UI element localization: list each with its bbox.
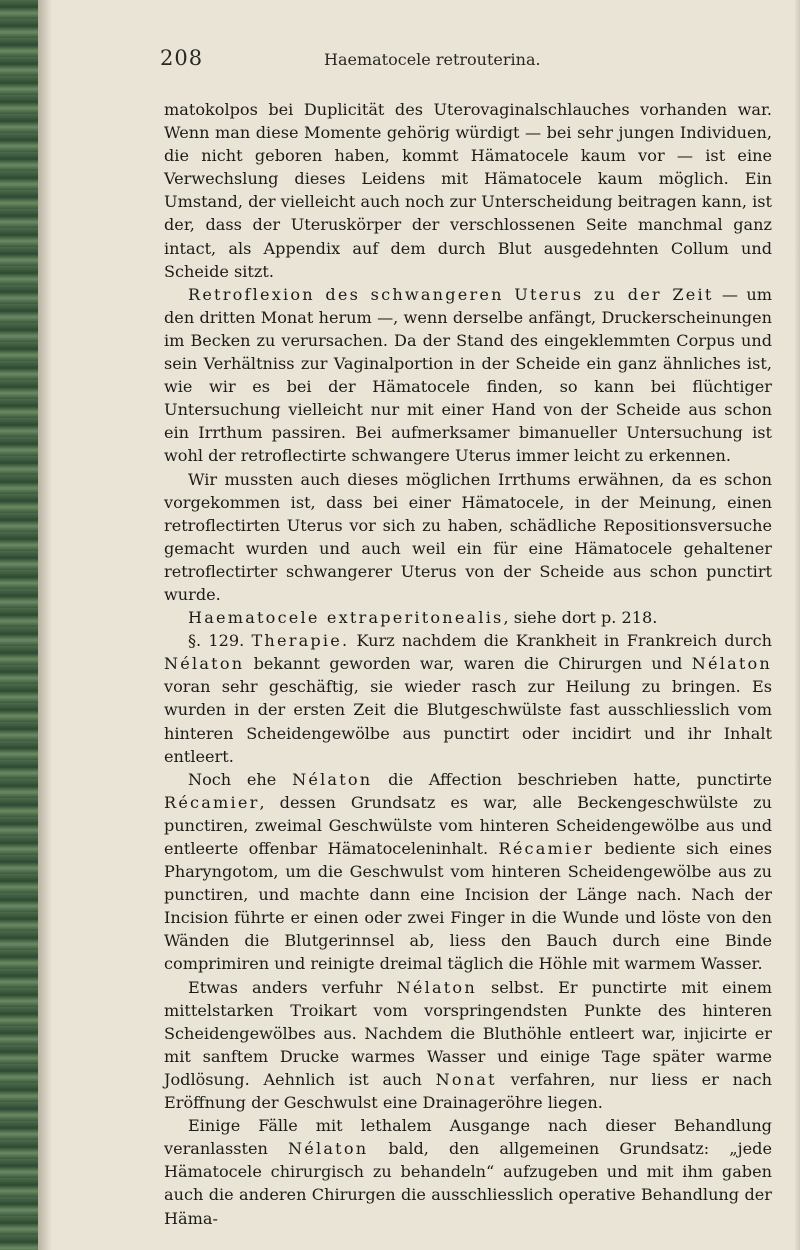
- text-run: , siehe dort p. 218.: [503, 608, 658, 628]
- spaced-emphasis: Récamier: [498, 839, 594, 858]
- text-run: Wir mussten auch dieses möglichen Irrthums erwähnen, da es schon vorgekommen ist, dass bei einer Hämatocele, in der Meinung, einen retroflectirten Uterus vor sich zu haben, schädliche Repositionsversuche gemacht wurden und auch weil ein für eine Hämatocele gehaltener retroflectirter schwangerer Uterus von der Scheide aus schon punctirt wurde.: [164, 469, 772, 604]
- page-edge-shadow: [794, 0, 800, 1250]
- spaced-emphasis: Therapie.: [251, 631, 350, 651]
- paragraph: [164, 283, 772, 468]
- spaced-emphasis: Nélaton: [396, 977, 477, 997]
- running-head: Haematocele retrouterina.: [324, 50, 541, 69]
- page-header: [100, 42, 790, 78]
- book-binding-edge: [0, 0, 40, 1250]
- paragraph: [164, 976, 772, 1115]
- spaced-emphasis: Haematocele extraperitonealis: [188, 608, 504, 628]
- text-run: verfahren, nur liess er nach Eröffnung der Geschwulst eine Drainageröhre liegen.: [164, 1069, 772, 1113]
- paragraph: [164, 629, 772, 768]
- spaced-emphasis: Nélaton: [164, 654, 245, 674]
- gutter-shadow: [38, 0, 52, 1250]
- paragraph: [164, 768, 772, 976]
- text-run: die Affection beschrieben hatte, punctirte: [372, 769, 772, 789]
- body-text: [164, 98, 772, 1230]
- text-run: matokolpos bei Duplicität des Uterovaginalschlauches vorhanden war. Wenn man diese Momente gehörig würdigt — bei sehr jungen Individuen, die nicht geboren haben, kommt Hämatocele kaum vor — ist eine Verwechslung dieses Leidens mit Hämatocele kaum möglich. Ein Umstand, der vielleicht auch noch zur Unterscheidung beitragen kann, ist der, dass der Uteruskörper der verschlossenen Seite manchmal ganz intact, als Appendix auf dem durch Blut ausgedehnten Collum und Scheide sitzt.: [164, 100, 772, 281]
- spaced-emphasis: Récamier: [164, 792, 260, 812]
- text-run: bald, den allgemeinen Grundsatz: „jede Hämatocele chirurgisch zu behandeln“ aufzugeben und mit ihm gaben auch die anderen Chirurgen die ausschliesslich operative Behandlung der Häma-: [164, 1139, 772, 1228]
- spaced-emphasis: Nélaton: [288, 1139, 369, 1159]
- spaced-emphasis: Retroflexion des schwangeren Uterus zu der Zeit: [188, 284, 714, 304]
- paragraph: [164, 468, 772, 607]
- text-run: §. 129.: [188, 631, 252, 651]
- spaced-emphasis: Nélaton: [292, 769, 373, 789]
- text-run: , dessen Grundsatz es war, alle Beckengeschwülste zu punctiren, zweimal Geschwülste vom hinteren Scheidengewölbe aus und entleerte offenbar Hämatoceleninhalt.: [164, 792, 772, 858]
- text-run: bediente sich eines Pharyngotom, um die Geschwulst vom hinteren Scheidengewölbe aus zu punctiren, und machte dann eine Incision der Länge nach. Nach der Incision führte er einen oder zwei Finger in die Wunde und löste von den Wänden die Blutgerinnsel ab, liess den Bauch durch eine Binde comprimiren und reinigte dreimal täglich die Höhle mit warmem Wasser.: [164, 839, 773, 974]
- text-run: Etwas anders verfuhr: [188, 977, 397, 997]
- paragraph: [164, 1114, 772, 1229]
- spaced-emphasis: Nélaton: [691, 654, 772, 674]
- text-run: — um den dritten Monat herum —, wenn derselbe anfängt, Druckerscheinungen im Becken zu verursachen. Da der Stand des eingeklemmten Corpus und sein Verhältniss zur Vaginalportion in der Scheide ein ganz ähnliches ist, wie wir es bei der Hämatocele finden, so kann bei flüchtiger Untersuchung vielleicht nur mit einer Hand von der Scheide aus schon ein Irrthum passiren. Bei aufmerksamer bimanueller Untersuchung ist wohl der retroflectirte schwangere Uterus immer leicht zu erkennen.: [164, 284, 772, 466]
- text-run: Kurz nachdem die Krankheit in Frankreich durch: [349, 631, 772, 651]
- text-run: bekannt geworden war, waren die Chirurgen und: [244, 654, 692, 674]
- text-run: Noch ehe: [188, 769, 293, 789]
- paragraph: [164, 98, 772, 283]
- spaced-emphasis: Nonat: [435, 1069, 497, 1089]
- text-run: voran sehr geschäftig, sie wieder rasch zur Heilung zu bringen. Es wurden in der ersten Zeit die Blutgeschwülste fast ausschliesslich vom hinteren Scheidengewölbe aus punctirt oder incidirt und ihr Inhalt entleert.: [164, 677, 772, 766]
- text-run: Einige Fälle mit lethalem Ausgange nach dieser Behandlung veranlassten: [164, 1116, 772, 1159]
- book-page: [100, 42, 790, 1228]
- paragraph: [164, 606, 772, 629]
- page-number: 208: [160, 46, 204, 70]
- text-run: selbst. Er punctirte mit einem mittelstarken Troikart vom vorspringendsten Punkte des hinteren Scheidengewölbes aus. Nachdem die Bluthöhle entleert war, injicirte er mit sanftem Drucke warmes Wasser und einige Tage später warme Jodlösung. Aehnlich ist auch: [164, 977, 772, 1089]
